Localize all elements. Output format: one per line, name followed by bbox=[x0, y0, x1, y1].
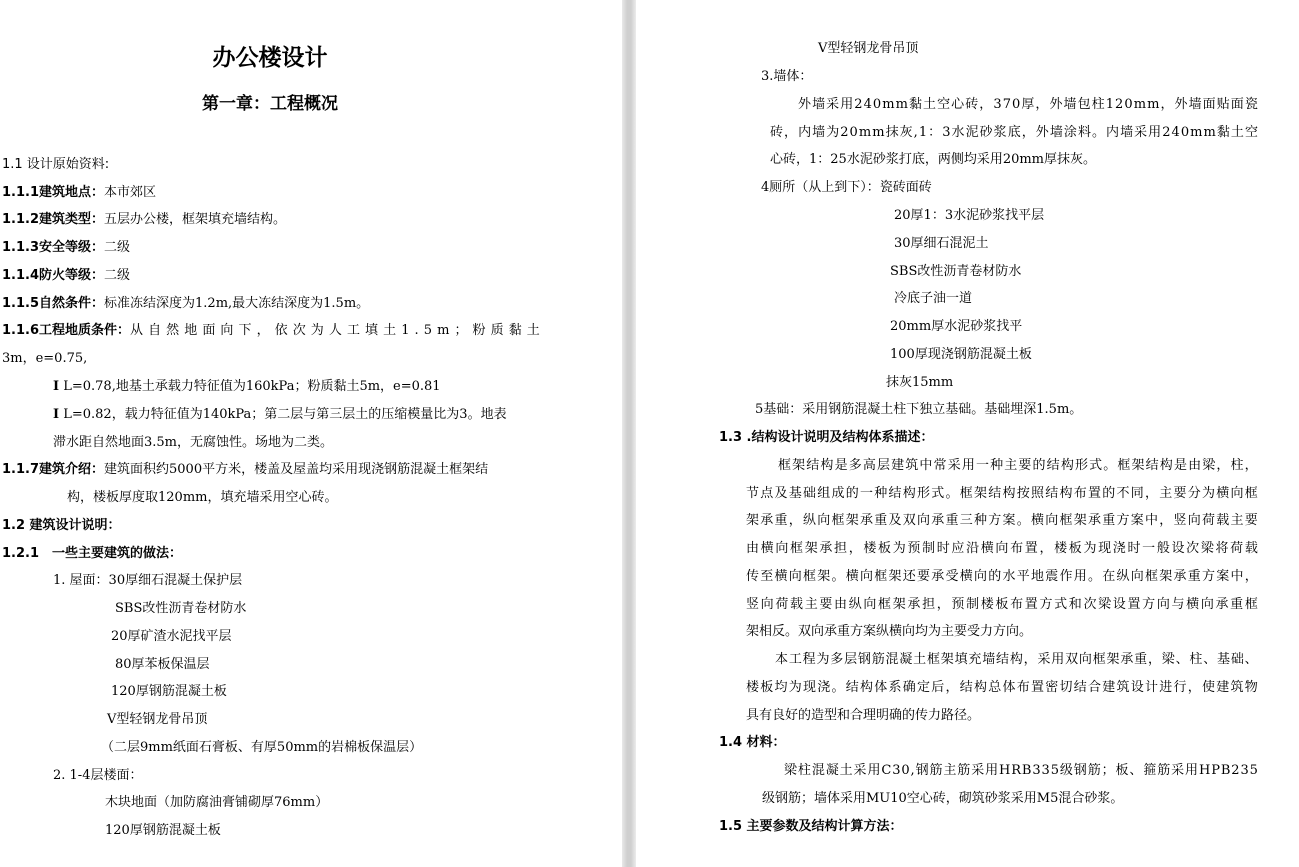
item-label: 1.1.2建筑类型： bbox=[2, 212, 105, 227]
item-label: 1.1.1建筑地点： bbox=[2, 185, 105, 200]
toilet-layer: SBS改性沥青卷材防水 bbox=[890, 264, 1022, 279]
floor-heading: 2. 1-4层楼面： bbox=[53, 768, 143, 783]
materials-line: 级钢筋；墙体采用MU10空心砖，砌筑砂浆采用M5混合砂浆。 bbox=[762, 791, 1124, 806]
chapter-heading: 第一章：工程概况 bbox=[202, 94, 338, 114]
structure-paragraph-line bbox=[778, 458, 1258, 474]
item-1-1-6 bbox=[2, 323, 540, 339]
wall-text: 外 墙 采 用 2 4 0 m m 黏 土 空 心 砖 ， 3 7 0 厚 ， 外 墙 包 柱 1 2 0 m m ， 外 墙 面 贴 面 瓷 bbox=[798, 97, 1258, 112]
roof-layer: SBS改性沥青卷材防水 bbox=[115, 601, 247, 616]
toilet-layer: 20mm厚水泥砂浆找平 bbox=[890, 319, 1023, 334]
section-1-2-1-heading: 1.2.1 一些主要建筑的做法： bbox=[2, 546, 183, 561]
system-paragraph-line bbox=[775, 652, 1258, 668]
paragraph-text: 架 承 重 ， 纵 向 框 架 承 重 及 双 向 承 重 三 种 方 案 。 横 向 框 架 承 重 方 案 中 ， 竖 向 荷 载 主 要 bbox=[746, 513, 1258, 528]
soil-symbol: I bbox=[53, 407, 60, 422]
document-title: 办公楼设计 bbox=[212, 45, 328, 71]
system-paragraph-line: 具有良好的造型和合理明确的传力路径。 bbox=[746, 708, 981, 723]
structure-paragraph-line bbox=[746, 513, 1258, 529]
roof-layer: 20厚矿渣水泥找平层 bbox=[111, 629, 232, 644]
item-1-1-5 bbox=[2, 296, 369, 312]
item-1-1-7-continued: 构，楼板厚度取120mm，填充墙采用空心砖。 bbox=[67, 490, 338, 505]
item-1-1-4 bbox=[2, 268, 130, 284]
roof-label: 1. 屋面： bbox=[53, 573, 109, 588]
foundation-line: 5基础：采用钢筋混凝土柱下独立基础。基础埋深1.5m。 bbox=[755, 402, 1083, 417]
item-text: 建筑面积约5000平方米，楼盖及屋盖均采用现浇钢筋混凝土框架结 bbox=[104, 462, 489, 477]
soil-symbol: I bbox=[53, 379, 60, 394]
item-text: 本市郊区 bbox=[104, 185, 157, 200]
paragraph-text: 竖 向 荷 载 主 要 由 纵 向 框 架 承 担 ， 预 制 楼 板 布 置 方 式 和 次 梁 设 置 方 向 与 横 向 承 重 框 bbox=[746, 597, 1258, 612]
wall-text: 砖 ， 内 墙 为 2 0 m m 抹 灰 , 1 ： 3 水 泥 砂 浆 底 ， 外 墙 涂 料 。 内 墙 采 用 2 4 0 m m 黏 土 空 bbox=[770, 125, 1258, 140]
roof-layer: 80厚苯板保温层 bbox=[115, 657, 210, 672]
section-1-1-heading: 1.1 设计原始资料: bbox=[2, 157, 110, 172]
item-1-1-1 bbox=[2, 185, 156, 201]
structure-paragraph-line bbox=[746, 597, 1258, 613]
structure-paragraph-line bbox=[746, 569, 1258, 585]
roof-layer: 120厚钢筋混凝土板 bbox=[111, 684, 227, 699]
toilet-layer: 抹灰15mm bbox=[886, 375, 954, 390]
paragraph-text: 节 点 及 基 础 组 成 的 一 种 结 构 形 式 。 框 架 结 构 按 照 结 构 布 置 的 不 同 ， 主 要 分 为 横 向 框 bbox=[746, 486, 1258, 501]
paragraph-text: 楼 板 均 为 现 浇 。 结 构 体 系 确 定 后 ， 结 构 总 体 布 置 密 切 结 合 建 筑 设 计 进 行 ， 使 建 筑 物 bbox=[746, 680, 1258, 695]
left-page bbox=[0, 0, 622, 867]
wall-text-line: 心砖，1：25水泥砂浆打底，两侧均采用20mm厚抹灰。 bbox=[770, 152, 1097, 167]
roof-heading bbox=[53, 573, 242, 589]
wall-text-line bbox=[770, 125, 1258, 141]
page-gutter bbox=[622, 0, 636, 867]
item-label: 1.1.7建筑介绍： bbox=[2, 462, 105, 477]
structure-paragraph-line: 架相反。双向承重方案纵横向均为主要受力方向。 bbox=[746, 624, 1033, 639]
item-text: 二级 bbox=[104, 268, 131, 283]
soil-layer-line-2 bbox=[53, 407, 507, 423]
toilet-layer: 30厚细石混泥土 bbox=[894, 236, 989, 251]
item-label: 1.1.5自然条件： bbox=[2, 296, 105, 311]
soil-layer-line-3: 滞水距自然地面3.5m，无腐蚀性。场地为二类。 bbox=[53, 435, 334, 450]
item-label: 1.1.6工程地质条件： bbox=[2, 323, 131, 338]
paragraph-text: 框 架 结 构 是 多 高 层 建 筑 中 常 采 用 一 种 主 要 的 结 构 形 式 。 框 架 结 构 是 由 梁 ， 柱 ， bbox=[778, 458, 1258, 473]
wall-heading: 3.墙体： bbox=[761, 69, 813, 84]
ceiling-layer: V型轻钢龙骨吊顶 bbox=[818, 41, 919, 56]
roof-layer: V型轻钢龙骨吊顶 bbox=[107, 712, 208, 727]
toilet-layer: 100厚现浇钢筋混凝土板 bbox=[890, 347, 1032, 362]
item-1-1-6-continued: 3m，e=0.75, bbox=[2, 351, 88, 366]
structure-paragraph-line bbox=[746, 541, 1258, 557]
paragraph-text: 由 横 向 框 架 承 担 ， 楼 板 为 预 制 时 应 沿 横 向 布 置 ， 楼 板 为 现 浇 时 一 般 设 次 梁 将 荷 载 bbox=[746, 541, 1258, 556]
section-1-3-heading: 1.3 .结构设计说明及结构体系描述： bbox=[719, 430, 934, 445]
system-paragraph-line bbox=[746, 680, 1258, 696]
item-1-1-2 bbox=[2, 212, 286, 228]
materials-text: 梁 柱 混 凝 土 采 用 C 3 0 , 钢 筋 主 筋 采 用 H R B 3 3 5 级 钢 筋 ； 板 、 箍 筋 采 用 H P B 2 3 5 bbox=[784, 763, 1258, 778]
item-text: 二级 bbox=[104, 240, 131, 255]
structure-paragraph-line bbox=[746, 486, 1258, 502]
item-text: 标准冻结深度为1.2m,最大冻结深度为1.5m。 bbox=[104, 296, 370, 311]
right-page bbox=[636, 0, 1299, 867]
section-1-4-heading: 1.4 材料： bbox=[719, 735, 786, 750]
toilet-heading: 4厕所（从上到下）：瓷砖面砖 bbox=[761, 180, 932, 195]
item-1-1-7 bbox=[2, 462, 488, 478]
soil-text: L=0.78,地基土承载力特征值为160kPa；粉质黏土5m，e=0.81 bbox=[63, 379, 441, 394]
roof-layer: 30厚细石混凝土保护层 bbox=[108, 573, 243, 588]
section-1-5-heading: 1.5 主要参数及结构计算方法： bbox=[719, 819, 903, 834]
paragraph-text: 传 至 横 向 框 架 。 横 向 框 架 还 要 承 受 横 向 的 水 平 地 震 作 用 。 在 纵 向 框 架 承 重 方 案 中 ， bbox=[746, 569, 1258, 584]
paragraph-text: 本 工 程 为 多 层 钢 筋 混 凝 土 框 架 填 充 墙 结 构 ， 采 用 双 向 框 架 承 重 ， 梁 、 柱 、 基 础 、 bbox=[775, 652, 1258, 667]
materials-line bbox=[784, 763, 1258, 779]
item-1-1-3 bbox=[2, 240, 130, 256]
soil-text: L=0.82，载力特征值为140kPa；第二层与第三层土的压缩模量比为3。地表 bbox=[63, 407, 507, 422]
toilet-layer: 冷底子油一道 bbox=[894, 291, 973, 306]
item-label: 1.1.4防火等级： bbox=[2, 268, 105, 283]
item-text: 从 自 然 地 面 向 下 ， 依 次 为 人 工 填 土 1 . 5 m ； 粉 质 黏 土 bbox=[130, 323, 540, 338]
floor-layer: 120厚钢筋混凝土板 bbox=[105, 823, 221, 838]
wall-text-line bbox=[798, 97, 1258, 113]
floor-layer: 木块地面（加防腐油膏铺砌厚76mm） bbox=[105, 795, 329, 810]
roof-layer: （二层9mm纸面石膏板、有厚50mm的岩棉板保温层） bbox=[101, 740, 423, 755]
soil-layer-line-1 bbox=[53, 379, 441, 395]
item-label: 1.1.3安全等级： bbox=[2, 240, 105, 255]
item-text: 五层办公楼，框架填充墙结构。 bbox=[104, 212, 287, 227]
toilet-layer: 20厚1：3水泥砂浆找平层 bbox=[894, 208, 1045, 223]
section-1-2-heading: 1.2 建筑设计说明： bbox=[2, 518, 121, 533]
